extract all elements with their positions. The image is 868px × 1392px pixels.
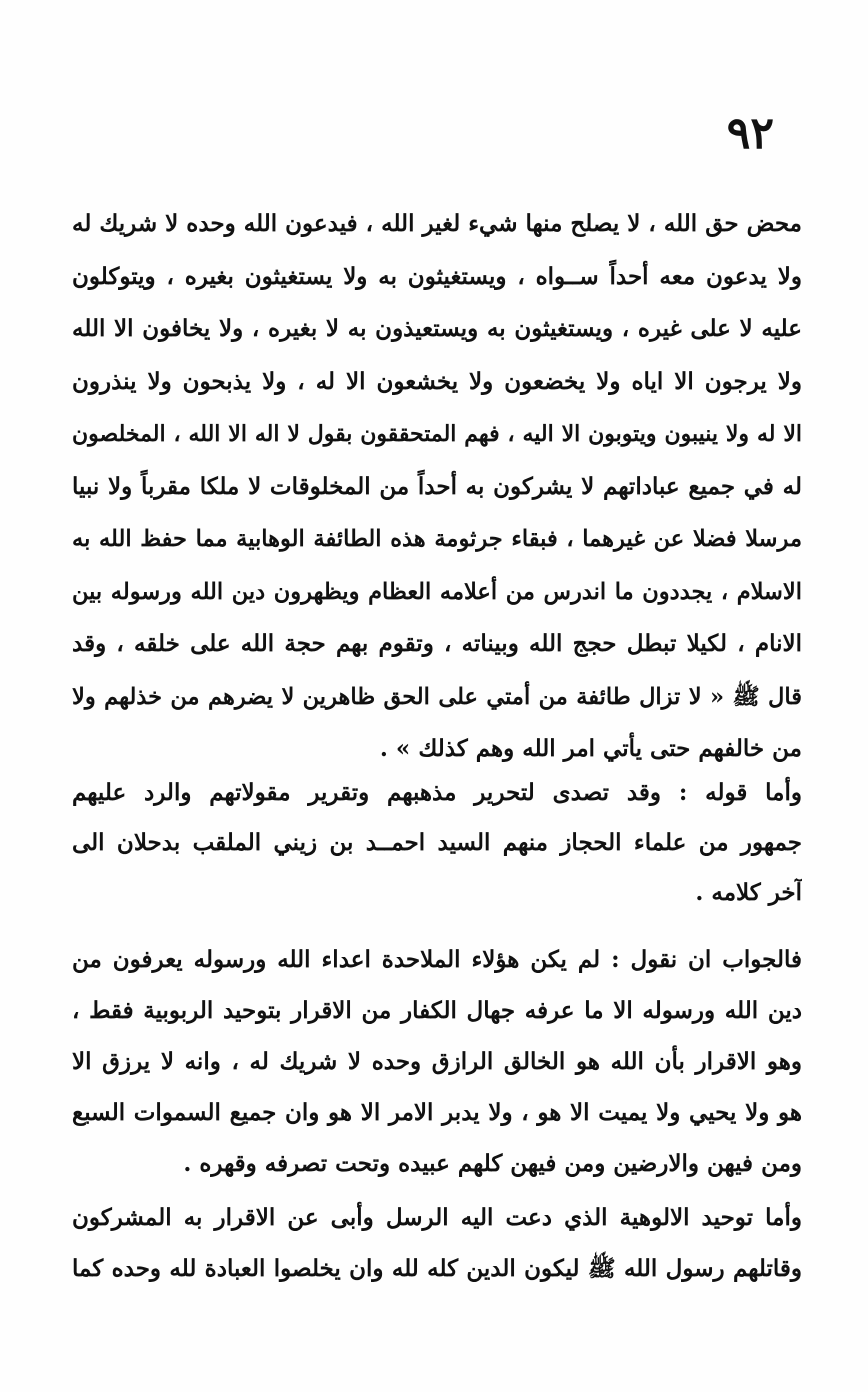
page-number: ٩٢ — [726, 108, 774, 159]
text-line: عليه لا على غيره ، ويستغيثون به ويستعيذون به لا بغيره ، ولا يخافون الا الله — [72, 315, 802, 342]
text-line: دين الله ورسوله الا ما عرفه جهال الكفار من الاقرار بتوحيد الربوبية فقط ، — [72, 997, 802, 1024]
text-line: له في جميع عباداتهم لا يشركون به أحداً من المخلوقات لا ملكا مقرباً ولا نبيا — [72, 472, 802, 500]
text-line: جمهور من علماء الحجاز منهم السيد احمــد بن زيني الملقب بدحلان الى — [72, 829, 802, 856]
paragraph-1 — [72, 198, 802, 776]
text-line: محض حق الله ، لا يصلح منها شيء لغير الله ، فيدعون الله وحده لا شريك له — [72, 210, 802, 237]
text-line: وقاتلهم رسول الله ﷺ ليكون الدين كله لله وان يخلصوا العبادة لله وحده كما — [72, 1255, 802, 1282]
paragraph-4 — [72, 1192, 802, 1294]
text-line: من خالفهم حتى يأتي امر الله وهم كذلك » . — [379, 735, 802, 762]
text-line: مرسلا فضلا عن غيرهما ، فبقاء جرثومة هذه الطائفة الوهابية مما حفظ الله به — [72, 526, 802, 552]
text-line: الا له ولا ينيبون ويتوبون الا اليه ، فهم المتحققون بقول لا اله الا الله ، المخلصون — [72, 421, 802, 447]
text-line: قال ﷺ « لا تزال طائفة من أمتي على الحق ظاهرين لا يضرهم من خذلهم ولا — [72, 683, 802, 710]
paragraph-3 — [72, 934, 802, 1189]
text-line: وأما قوله : وقد تصدى لتحرير مذهبهم وتقرير مقولاتهم والرد عليهم — [72, 779, 802, 806]
text-line: فالجواب ان نقول : لم يكن هؤلاء الملاحدة اعداء الله ورسوله يعرفون من — [72, 946, 802, 973]
text-line: ولا يرجون الا اياه ولا يخضعون ولا يخشعون الا له ، ولا يذبحون ولا ينذرون — [72, 367, 802, 395]
text-line: الانام ، لكيلا تبطل حجج الله وبيناته ، وتقوم بهم حجة الله على خلقه ، وقد — [72, 630, 802, 657]
text-line: وأما توحيد الالوهية الذي دعت اليه الرسل وأبى عن الاقرار به المشركون — [72, 1204, 802, 1231]
text-line: آخر كلامه . — [695, 879, 802, 906]
paragraph-2 — [72, 768, 802, 918]
text-line: وهو الاقرار بأن الله هو الخالق الرازق وحده لا شريك له ، وانه لا يرزق الا — [72, 1048, 802, 1075]
text-line: الاسلام ، يجددون ما اندرس من أعلامه العظام ويظهرون دين الله ورسوله بين — [72, 578, 802, 605]
text-line: ولا يدعون معه أحداً ســواه ، ويستغيثون به ولا يستغيثون بغيره ، ويتوكلون — [72, 262, 802, 290]
text-line: ومن فيهن والارضين ومن فيهن كلهم عبيده وتحت تصرفه وقهره . — [183, 1150, 802, 1177]
text-line: هو ولا يحيي ولا يميت الا هو ، ولا يدبر الامر الا هو وان جميع السموات السبع — [72, 1099, 802, 1126]
